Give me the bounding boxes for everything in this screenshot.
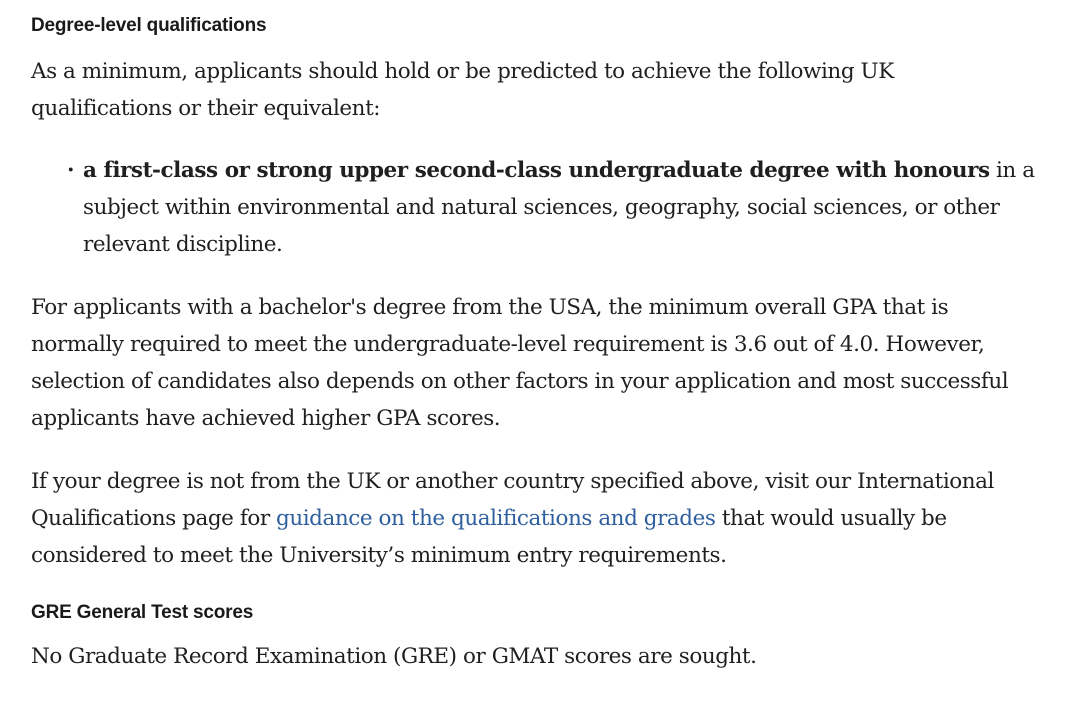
degree-requirements-list [31,152,1080,263]
gpa-paragraph: For applicants with a bachelor's degree from the USA, the minimum overall GPA that is normally required to meet the undergraduate-level requirement is 3.6 out of 4.0. However, selection of candidates also depends on other factors in your application and most successful applicants have achieved higher GPA scores. [31,295,1009,431]
international-text-after: that would usually be considered to meet the University’s minimum entry requirements. [31,506,947,568]
bullet-marker: · [67,158,75,183]
gre-paragraph: No Graduate Record Examination (GRE) or GMAT scores are sought. [31,644,757,669]
international-text-before: If your degree is not from the UK or another country specified above, visit our International Qualifications page for [31,469,994,531]
degree-subject-requirement: in a subject within environmental and natural sciences, geography, social sciences, or other relevant discipline. [83,158,1035,257]
gre-heading: GRE General Test scores [31,602,254,623]
degree-class-requirement: a first-class or strong upper second-class undergraduate degree with honours [83,158,990,183]
qualifications-guidance-link[interactable]: guidance on the qualifications and grades [276,506,716,531]
degree-intro-paragraph: As a minimum, applicants should hold or be predicted to achieve the following UK qualifications or their equivalent: [31,59,894,121]
list-item [31,152,1041,263]
international-paragraph [31,463,1041,574]
degree-level-heading: Degree-level qualifications [31,15,267,36]
